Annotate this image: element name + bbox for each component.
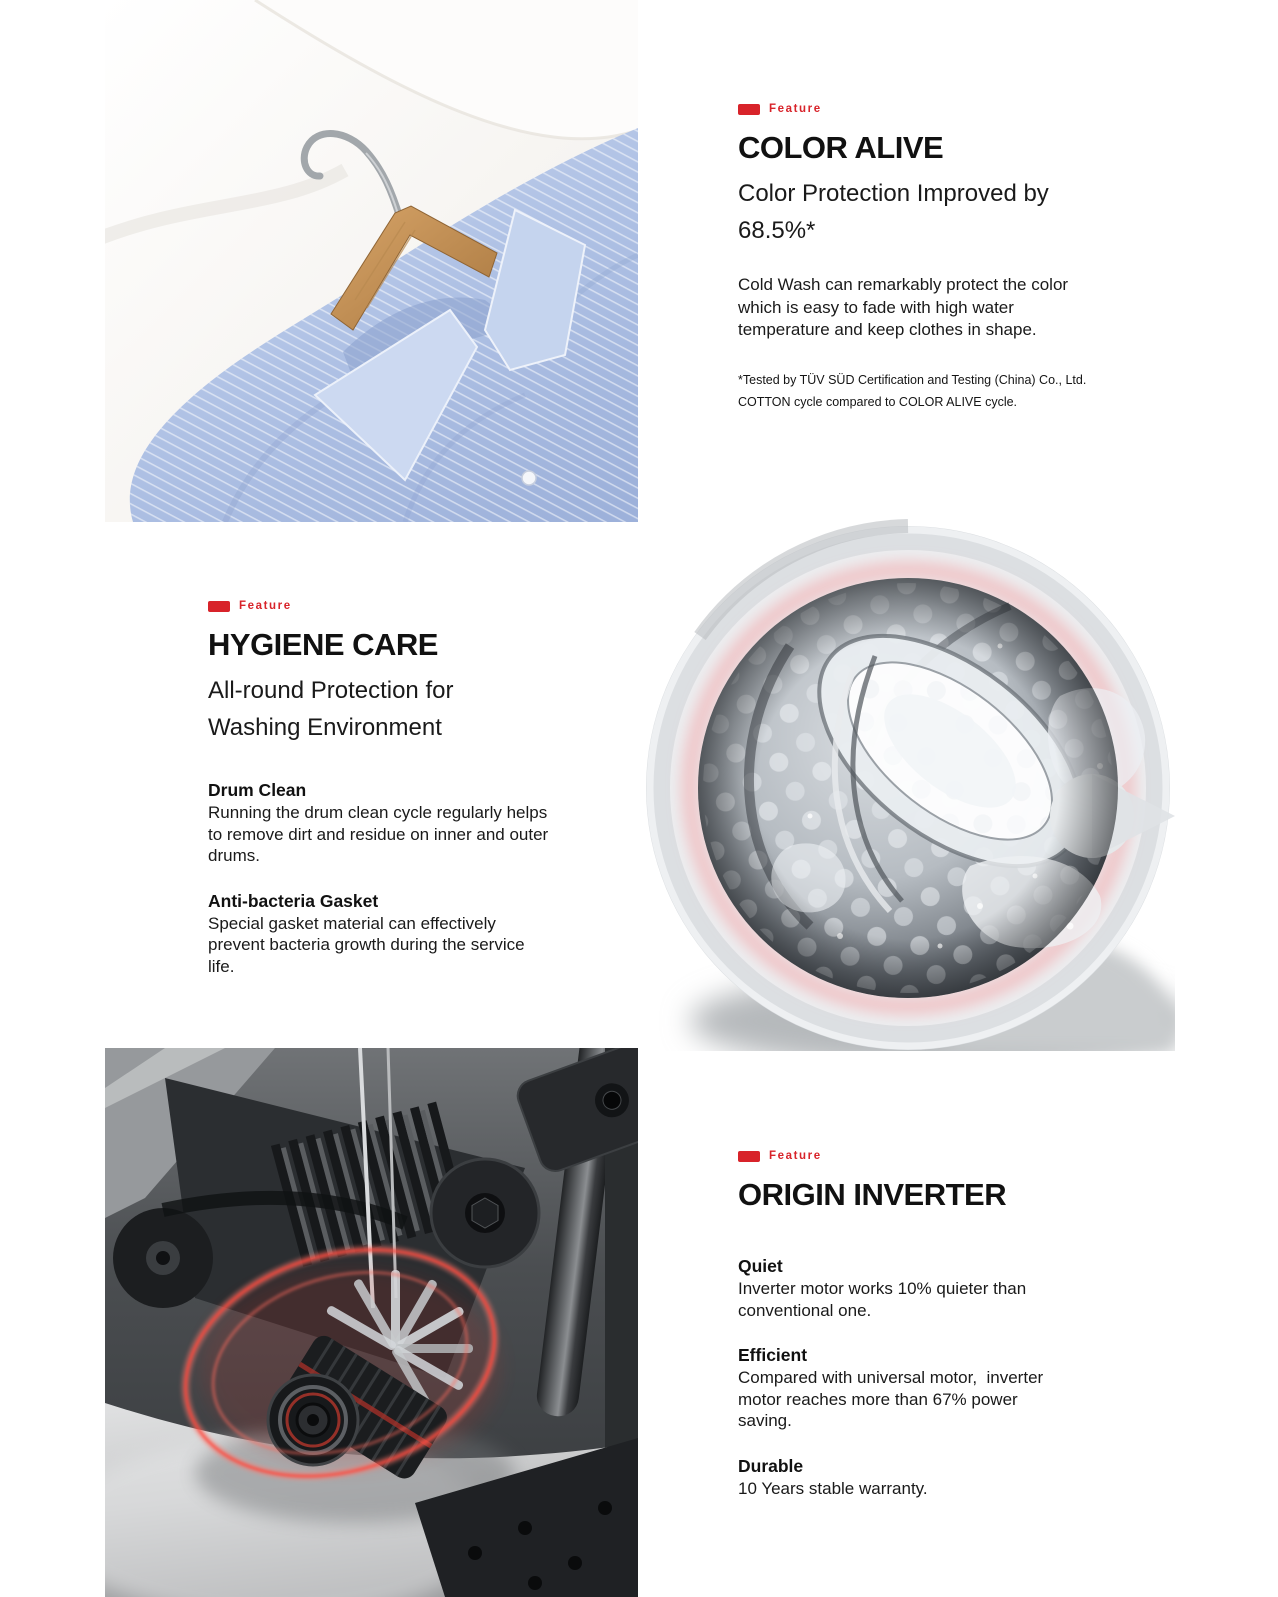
subtitle-line: All-round Protection for <box>208 677 454 704</box>
shirt-illustration <box>105 0 638 522</box>
disclaimer-line: *Tested by TÜV SÜD Certification and Testing (China) Co., Ltd. <box>738 372 1087 387</box>
section-title: HYGIENE CARE <box>208 627 438 662</box>
feature-marker-icon <box>738 1151 760 1162</box>
motor-illustration <box>105 1048 638 1597</box>
item-label: Anti-bacteria Gasket <box>208 890 379 911</box>
feature-marker-icon <box>738 104 760 115</box>
item-text: Special gasket material can effectively prevent bacteria growth during the service life. <box>208 913 530 976</box>
subtitle-line: Color Protection Improved by <box>738 180 1049 207</box>
section-color-alive <box>738 103 1138 425</box>
subtitle-line: Washing Environment <box>208 714 442 741</box>
section-title: COLOR ALIVE <box>738 130 944 165</box>
feature-marker-icon <box>208 601 230 612</box>
feature-badge-label: Feature <box>769 103 822 115</box>
feature-item-quiet <box>738 1255 1138 1321</box>
feature-item-drum-clean <box>208 779 608 867</box>
feature-badge <box>738 1150 1138 1162</box>
drum-photo <box>640 516 1175 1051</box>
motor-photo <box>105 1048 638 1597</box>
feature-item-anti-bacteria-gasket <box>208 890 608 978</box>
item-text: Compared with universal motor, inverter motor reaches more than 67% power saving. <box>738 1368 1048 1430</box>
item-text: Running the drum clean cycle regularly helps to remove dirt and residue on inner and outer drums. <box>208 803 553 865</box>
item-text: Inverter motor works 10% quieter than conventional one. <box>738 1279 1031 1320</box>
section-title: ORIGIN INVERTER <box>738 1177 1007 1212</box>
feature-badge <box>738 103 1138 115</box>
drum-illustration <box>640 516 1175 1051</box>
item-text: 10 Years stable warranty. <box>738 1478 928 1498</box>
item-label: Efficient <box>738 1345 808 1365</box>
section-origin-inverter <box>738 1150 1138 1499</box>
feature-badge <box>208 600 608 612</box>
subtitle-line: 68.5%* <box>738 217 816 244</box>
section-disclaimer <box>738 369 1134 413</box>
item-label: Drum Clean <box>208 780 307 800</box>
disclaimer-line: COTTON cycle compared to COLOR ALIVE cycle. <box>738 394 1018 409</box>
feature-badge-label: Feature <box>769 1150 822 1162</box>
section-hygiene-care <box>208 600 608 977</box>
item-label: Durable <box>738 1455 804 1476</box>
feature-item-efficient <box>738 1344 1138 1432</box>
item-label: Quiet <box>738 1256 783 1276</box>
section-subtitle <box>208 672 508 746</box>
feature-badge-label: Feature <box>239 600 292 612</box>
section-subtitle <box>738 175 1083 249</box>
shirt-photo <box>105 0 638 522</box>
section-body: Cold Wash can remarkably protect the color which is easy to fade with high water temperature and keep clothes in shape. <box>738 275 1073 339</box>
feature-item-durable <box>738 1455 1138 1500</box>
